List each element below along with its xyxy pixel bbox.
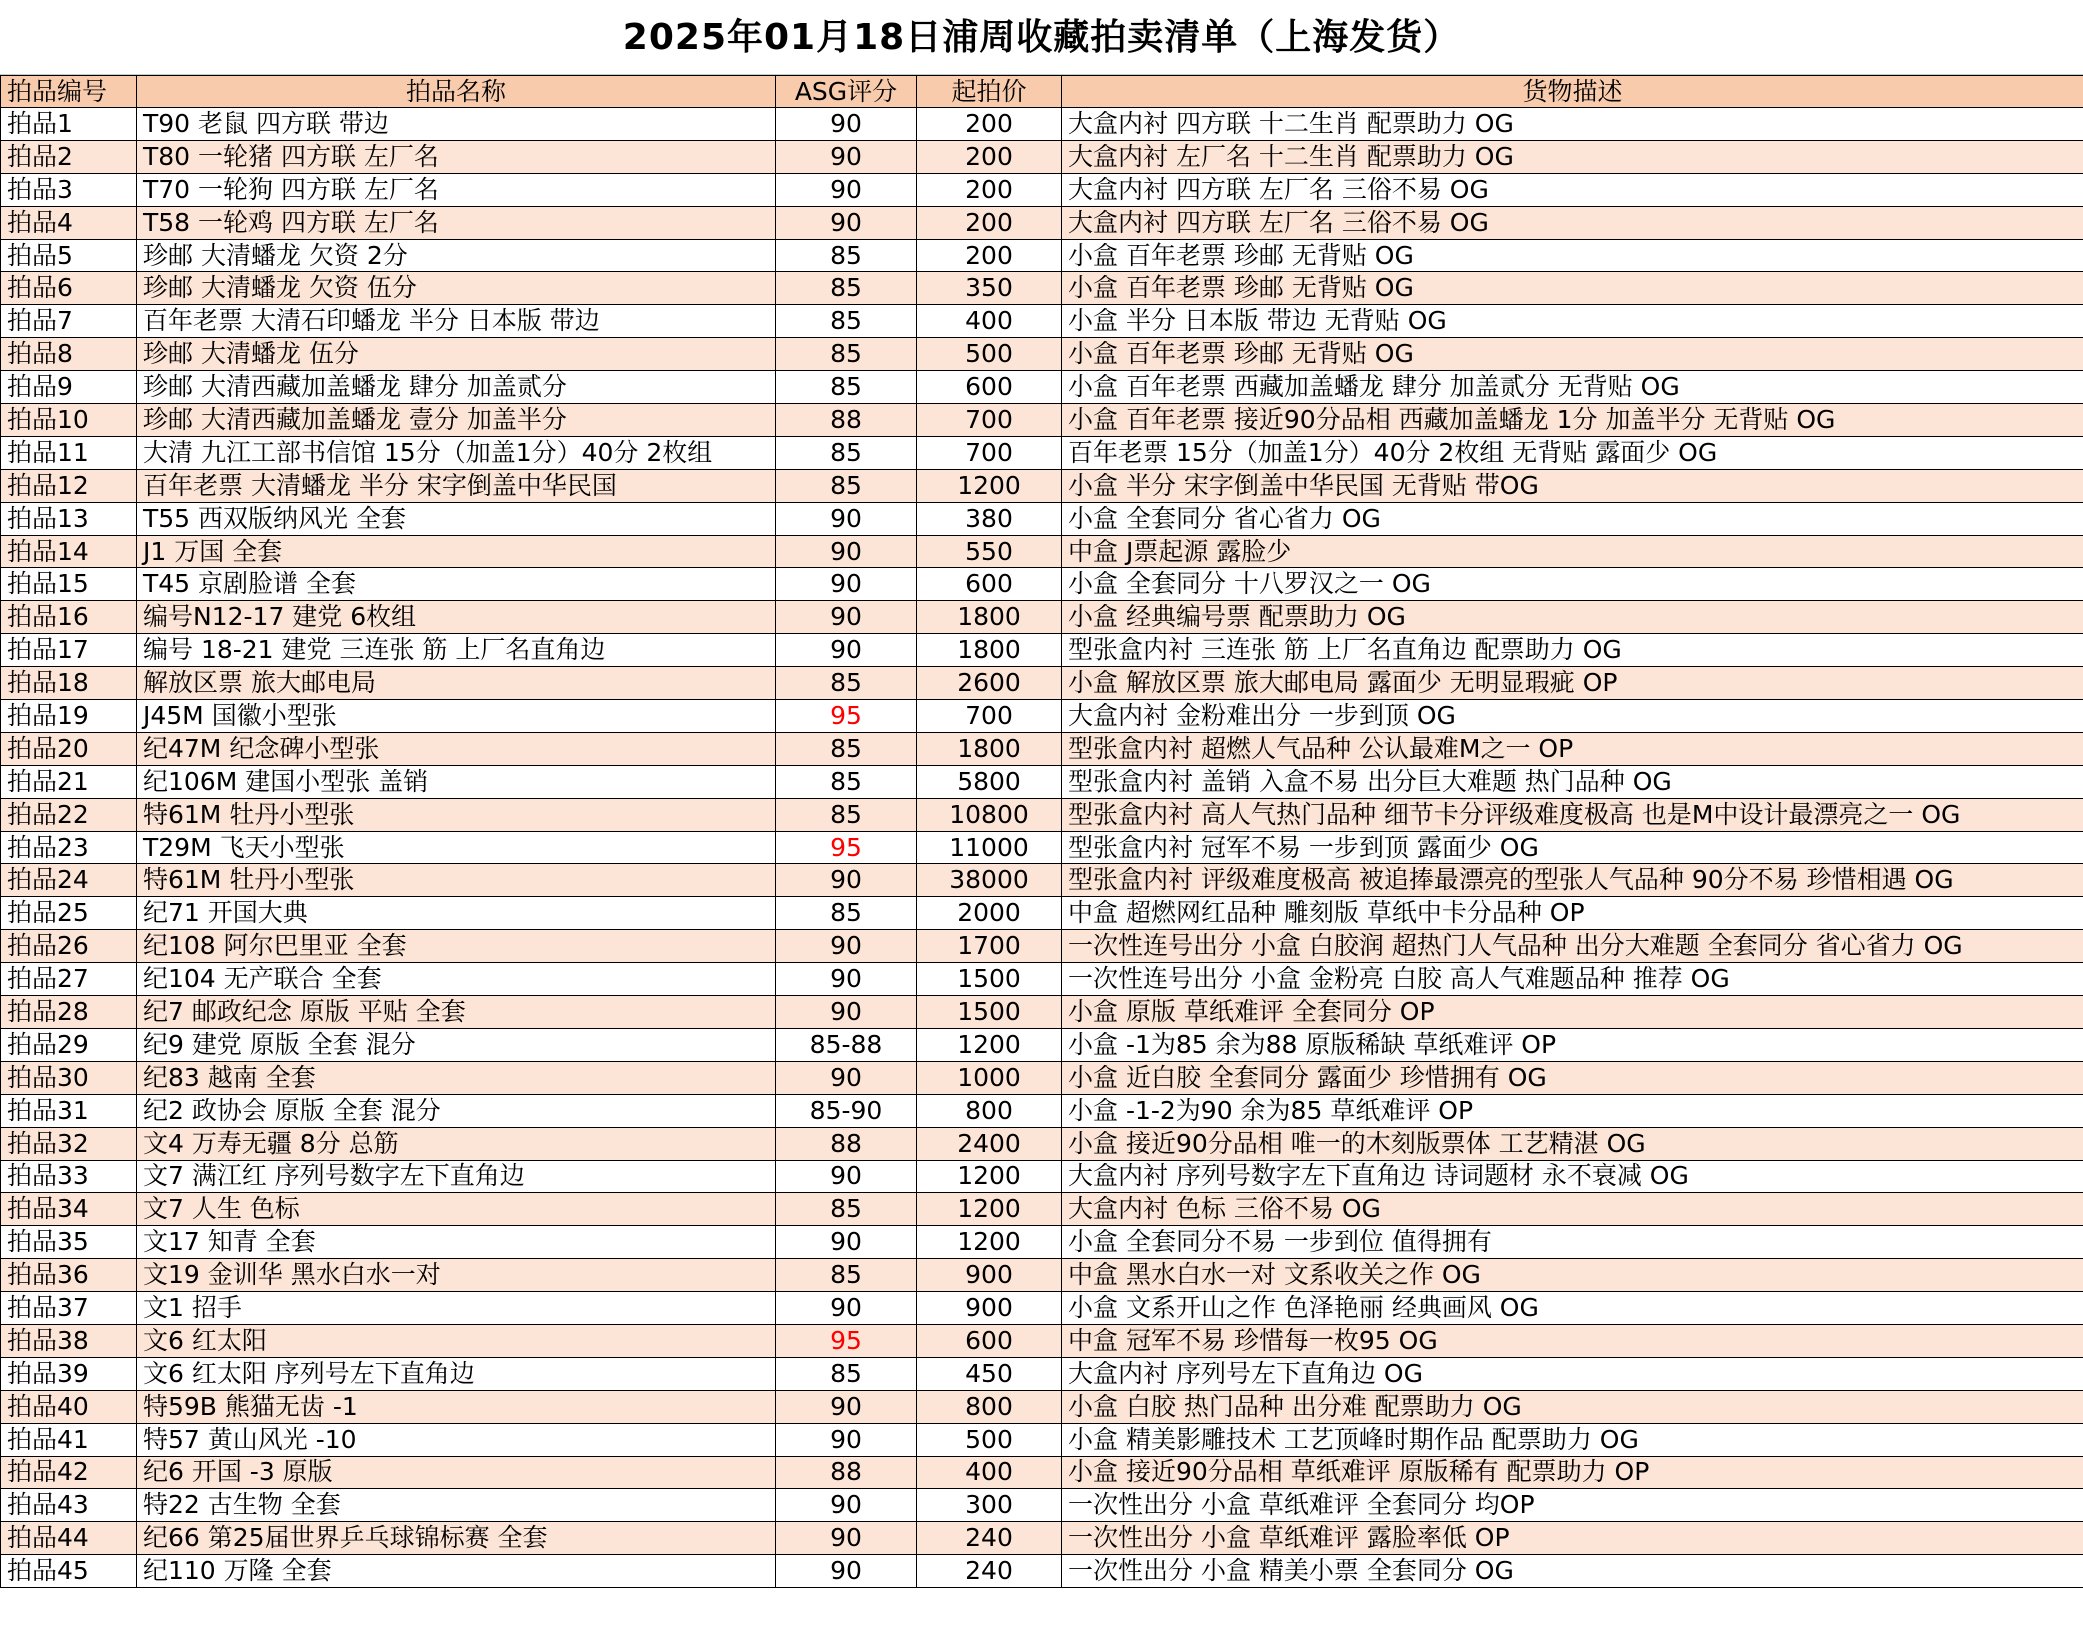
lot-number-cell[interactable]: 拍品41 [1,1423,137,1456]
table-row[interactable] [1,831,2083,864]
description-cell[interactable]: 小盒 -1为85 余为88 原版稀缺 草纸难评 OP [1062,1028,2083,1061]
asg-score-cell[interactable]: 90 [776,1160,917,1193]
start-price-cell[interactable]: 1500 [917,963,1062,996]
description-cell[interactable]: 小盒 百年老票 西藏加盖蟠龙 肆分 加盖贰分 无背贴 OG [1062,371,2083,404]
lot-number-cell[interactable]: 拍品32 [1,1127,137,1160]
header-lot-number[interactable]: 拍品编号 [1,76,137,108]
table-row[interactable] [1,1357,2083,1390]
table-row[interactable] [1,667,2083,700]
start-price-cell[interactable]: 200 [917,206,1062,239]
asg-score-cell[interactable]: 88 [776,1127,917,1160]
table-row[interactable] [1,996,2083,1029]
description-cell[interactable]: 小盒 接近90分品相 唯一的木刻版票体 工艺精湛 OG [1062,1127,2083,1160]
description-cell[interactable]: 一次性连号出分 小盒 金粉亮 白胶 高人气难题品种 推荐 OG [1062,963,2083,996]
lot-name-cell[interactable]: 珍邮 大清蟠龙 欠资 2分 [137,239,776,272]
lot-name-cell[interactable]: 珍邮 大清西藏加盖蟠龙 壹分 加盖半分 [137,404,776,437]
lot-number-cell[interactable]: 拍品37 [1,1292,137,1325]
asg-score-cell[interactable]: 90 [776,930,917,963]
description-cell[interactable]: 小盒 -1-2为90 余为85 草纸难评 OP [1062,1094,2083,1127]
lot-number-cell[interactable]: 拍品29 [1,1028,137,1061]
lot-number-cell[interactable]: 拍品15 [1,568,137,601]
description-cell[interactable]: 中盒 J票起源 露脸少 [1062,535,2083,568]
start-price-cell[interactable]: 38000 [917,864,1062,897]
lot-name-cell[interactable]: 文17 知青 全套 [137,1226,776,1259]
description-cell[interactable]: 大盒内衬 序列号左下直角边 OG [1062,1357,2083,1390]
lot-number-cell[interactable]: 拍品6 [1,272,137,305]
lot-name-cell[interactable]: 珍邮 大清蟠龙 欠资 伍分 [137,272,776,305]
lot-number-cell[interactable]: 拍品40 [1,1390,137,1423]
table-row[interactable] [1,1423,2083,1456]
description-cell[interactable]: 大盒内衬 色标 三俗不易 OG [1062,1193,2083,1226]
lot-name-cell[interactable]: 纪83 越南 全套 [137,1061,776,1094]
asg-score-cell[interactable]: 90 [776,140,917,173]
description-cell[interactable]: 小盒 经典编号票 配票助力 OG [1062,601,2083,634]
lot-name-cell[interactable]: 编号N12-17 建党 6枚组 [137,601,776,634]
start-price-cell[interactable]: 800 [917,1390,1062,1423]
lot-name-cell[interactable]: 纪71 开国大典 [137,897,776,930]
asg-score-cell[interactable]: 85 [776,305,917,338]
table-row[interactable] [1,765,2083,798]
lot-number-cell[interactable]: 拍品5 [1,239,137,272]
table-row[interactable] [1,1226,2083,1259]
lot-number-cell[interactable]: 拍品43 [1,1489,137,1522]
asg-score-cell[interactable]: 90 [776,996,917,1029]
lot-number-cell[interactable]: 拍品4 [1,206,137,239]
table-row[interactable] [1,1324,2083,1357]
table-row[interactable] [1,1094,2083,1127]
lot-number-cell[interactable]: 拍品44 [1,1522,137,1555]
start-price-cell[interactable]: 1200 [917,1226,1062,1259]
asg-score-cell[interactable]: 85 [776,272,917,305]
start-price-cell[interactable]: 2000 [917,897,1062,930]
table-row[interactable] [1,502,2083,535]
start-price-cell[interactable]: 550 [917,535,1062,568]
asg-score-cell[interactable]: 88 [776,1456,917,1489]
description-cell[interactable]: 型张盒内衬 盖销 入盒不易 出分巨大难题 热门品种 OG [1062,765,2083,798]
asg-score-cell[interactable]: 85 [776,436,917,469]
start-price-cell[interactable]: 1000 [917,1061,1062,1094]
asg-score-cell[interactable]: 85 [776,765,917,798]
lot-name-cell[interactable]: 纪7 邮政纪念 原版 平贴 全套 [137,996,776,1029]
table-row[interactable] [1,371,2083,404]
description-cell[interactable]: 型张盒内衬 高人气热门品种 细节卡分评级难度极高 也是M中设计最漂亮之一 OG [1062,798,2083,831]
asg-score-cell[interactable]: 85 [776,798,917,831]
description-cell[interactable]: 小盒 半分 日本版 带边 无背贴 OG [1062,305,2083,338]
lot-name-cell[interactable]: 解放区票 旅大邮电局 [137,667,776,700]
asg-score-cell[interactable]: 90 [776,173,917,206]
lot-number-cell[interactable]: 拍品28 [1,996,137,1029]
start-price-cell[interactable]: 200 [917,173,1062,206]
lot-number-cell[interactable]: 拍品19 [1,700,137,733]
start-price-cell[interactable]: 1800 [917,732,1062,765]
start-price-cell[interactable]: 600 [917,1324,1062,1357]
lot-name-cell[interactable]: 特61M 牡丹小型张 [137,864,776,897]
lot-name-cell[interactable]: 特57 黄山风光 -10 [137,1423,776,1456]
description-cell[interactable]: 小盒 文系开山之作 色泽艳丽 经典画风 OG [1062,1292,2083,1325]
lot-name-cell[interactable]: 文6 红太阳 序列号左下直角边 [137,1357,776,1390]
description-cell[interactable]: 型张盒内衬 三连张 筋 上厂名直角边 配票助力 OG [1062,634,2083,667]
asg-score-cell[interactable]: 90 [776,1390,917,1423]
lot-name-cell[interactable]: 纪9 建党 原版 全套 混分 [137,1028,776,1061]
lot-number-cell[interactable]: 拍品42 [1,1456,137,1489]
lot-name-cell[interactable]: 纪104 无产联合 全套 [137,963,776,996]
description-cell[interactable]: 小盒 近白胶 全套同分 露面少 珍惜拥有 OG [1062,1061,2083,1094]
asg-score-cell[interactable]: 90 [776,502,917,535]
asg-score-cell[interactable]: 85 [776,1259,917,1292]
start-price-cell[interactable]: 900 [917,1292,1062,1325]
lot-name-cell[interactable]: 文7 人生 色标 [137,1193,776,1226]
description-cell[interactable]: 大盒内衬 四方联 十二生肖 配票助力 OG [1062,108,2083,141]
lot-name-cell[interactable]: T29M 飞天小型张 [137,831,776,864]
lot-name-cell[interactable]: 文19 金训华 黑水白水一对 [137,1259,776,1292]
description-cell[interactable]: 百年老票 15分（加盖1分）40分 2枚组 无背贴 露面少 OG [1062,436,2083,469]
description-cell[interactable]: 大盒内衬 金粉难出分 一步到顶 OG [1062,700,2083,733]
lot-number-cell[interactable]: 拍品10 [1,404,137,437]
lot-number-cell[interactable]: 拍品1 [1,108,137,141]
description-cell[interactable]: 一次性出分 小盒 草纸难评 全套同分 均OP [1062,1489,2083,1522]
table-row[interactable] [1,732,2083,765]
description-cell[interactable]: 一次性连号出分 小盒 白胶润 超热门人气品种 出分大难题 全套同分 省心省力 OG [1062,930,2083,963]
asg-score-cell[interactable]: 85 [776,897,917,930]
table-row[interactable] [1,1555,2083,1588]
lot-name-cell[interactable]: 文4 万寿无疆 8分 总筋 [137,1127,776,1160]
asg-score-cell[interactable]: 90 [776,1489,917,1522]
lot-number-cell[interactable]: 拍品39 [1,1357,137,1390]
lot-name-cell[interactable]: 文7 满江红 序列号数字左下直角边 [137,1160,776,1193]
lot-name-cell[interactable]: 特61M 牡丹小型张 [137,798,776,831]
asg-score-cell[interactable]: 85 [776,1193,917,1226]
lot-number-cell[interactable]: 拍品3 [1,173,137,206]
table-row[interactable] [1,1061,2083,1094]
start-price-cell[interactable]: 700 [917,404,1062,437]
lot-number-cell[interactable]: 拍品18 [1,667,137,700]
asg-score-cell[interactable]: 90 [776,1061,917,1094]
lot-name-cell[interactable]: T70 一轮狗 四方联 左厂名 [137,173,776,206]
description-cell[interactable]: 小盒 白胶 热门品种 出分难 配票助力 OG [1062,1390,2083,1423]
start-price-cell[interactable]: 400 [917,1456,1062,1489]
lot-number-cell[interactable]: 拍品16 [1,601,137,634]
description-cell[interactable]: 大盒内衬 左厂名 十二生肖 配票助力 OG [1062,140,2083,173]
lot-name-cell[interactable]: T55 西双版纳风光 全套 [137,502,776,535]
start-price-cell[interactable]: 240 [917,1555,1062,1588]
asg-score-cell[interactable]: 85-90 [776,1094,917,1127]
table-row[interactable] [1,404,2083,437]
description-cell[interactable]: 中盒 黑水白水一对 文系收关之作 OG [1062,1259,2083,1292]
start-price-cell[interactable]: 500 [917,338,1062,371]
description-cell[interactable]: 小盒 接近90分品相 草纸难评 原版稀有 配票助力 OP [1062,1456,2083,1489]
lot-number-cell[interactable]: 拍品35 [1,1226,137,1259]
lot-number-cell[interactable]: 拍品25 [1,897,137,930]
start-price-cell[interactable]: 800 [917,1094,1062,1127]
lot-name-cell[interactable]: 百年老票 大清石印蟠龙 半分 日本版 带边 [137,305,776,338]
start-price-cell[interactable]: 450 [917,1357,1062,1390]
table-header [1,76,2083,108]
description-cell[interactable]: 小盒 解放区票 旅大邮电局 露面少 无明显瑕疵 OP [1062,667,2083,700]
asg-score-cell[interactable]: 90 [776,1226,917,1259]
lot-name-cell[interactable]: 纪6 开国 -3 原版 [137,1456,776,1489]
lot-number-cell[interactable]: 拍品30 [1,1061,137,1094]
start-price-cell[interactable]: 1200 [917,1028,1062,1061]
description-cell[interactable]: 型张盒内衬 超燃人气品种 公认最难M之一 OP [1062,732,2083,765]
lot-number-cell[interactable]: 拍品21 [1,765,137,798]
lot-name-cell[interactable]: 纪2 政协会 原版 全套 混分 [137,1094,776,1127]
lot-number-cell[interactable]: 拍品26 [1,930,137,963]
description-cell[interactable]: 大盒内衬 四方联 左厂名 三俗不易 OG [1062,173,2083,206]
asg-score-cell[interactable]: 85 [776,338,917,371]
lot-name-cell[interactable]: 珍邮 大清蟠龙 伍分 [137,338,776,371]
asg-score-cell[interactable]: 90 [776,108,917,141]
asg-score-cell[interactable]: 90 [776,601,917,634]
lot-number-cell[interactable]: 拍品2 [1,140,137,173]
start-price-cell[interactable]: 1700 [917,930,1062,963]
asg-score-cell[interactable]: 90 [776,1292,917,1325]
table-row[interactable] [1,1127,2083,1160]
start-price-cell[interactable]: 380 [917,502,1062,535]
table-row[interactable] [1,930,2083,963]
table-row[interactable] [1,963,2083,996]
asg-score-cell[interactable]: 90 [776,206,917,239]
table-row[interactable] [1,1522,2083,1555]
start-price-cell[interactable]: 200 [917,108,1062,141]
lot-name-cell[interactable]: 特22 古生物 全套 [137,1489,776,1522]
asg-score-cell[interactable]: 85 [776,1357,917,1390]
start-price-cell[interactable]: 240 [917,1522,1062,1555]
table-row[interactable] [1,535,2083,568]
table-row[interactable] [1,1292,2083,1325]
lot-number-cell[interactable]: 拍品17 [1,634,137,667]
table-row[interactable] [1,1193,2083,1226]
description-cell[interactable]: 型张盒内衬 冠军不易 一步到顶 露面少 OG [1062,831,2083,864]
lot-name-cell[interactable]: 纪66 第25届世界乒乓球锦标赛 全套 [137,1522,776,1555]
asg-score-cell[interactable]: 90 [776,1555,917,1588]
header-lot-name[interactable]: 拍品名称 [137,76,776,108]
table-row[interactable] [1,469,2083,502]
lot-number-cell[interactable]: 拍品33 [1,1160,137,1193]
asg-score-cell[interactable]: 85-88 [776,1028,917,1061]
description-cell[interactable]: 小盒 百年老票 珍邮 无背贴 OG [1062,338,2083,371]
lot-number-cell[interactable]: 拍品36 [1,1259,137,1292]
start-price-cell[interactable]: 5800 [917,765,1062,798]
description-cell[interactable]: 中盒 超燃网红品种 雕刻版 草纸中卡分品种 OP [1062,897,2083,930]
table-row[interactable] [1,338,2083,371]
table-row[interactable] [1,1160,2083,1193]
asg-score-cell[interactable]: 90 [776,1522,917,1555]
lot-number-cell[interactable]: 拍品7 [1,305,137,338]
asg-score-cell[interactable]: 85 [776,469,917,502]
lot-number-cell[interactable]: 拍品8 [1,338,137,371]
table-row[interactable] [1,897,2083,930]
lot-number-cell[interactable]: 拍品34 [1,1193,137,1226]
table-row[interactable] [1,601,2083,634]
table-row[interactable] [1,798,2083,831]
lot-name-cell[interactable]: J45M 国徽小型张 [137,700,776,733]
lot-name-cell[interactable]: 纪106M 建国小型张 盖销 [137,765,776,798]
lot-name-cell[interactable]: 珍邮 大清西藏加盖蟠龙 肆分 加盖贰分 [137,371,776,404]
start-price-cell[interactable]: 350 [917,272,1062,305]
table-row[interactable] [1,239,2083,272]
lot-number-cell[interactable]: 拍品38 [1,1324,137,1357]
header-description[interactable]: 货物描述 [1062,76,2083,108]
description-cell[interactable]: 大盒内衬 四方联 左厂名 三俗不易 OG [1062,206,2083,239]
lot-name-cell[interactable]: 纪47M 纪念碑小型张 [137,732,776,765]
auction-table [0,75,2083,1588]
lot-number-cell[interactable]: 拍品22 [1,798,137,831]
lot-name-cell[interactable]: 文1 招手 [137,1292,776,1325]
start-price-cell[interactable]: 1200 [917,1160,1062,1193]
table-row[interactable] [1,140,2083,173]
asg-score-cell[interactable]: 90 [776,1423,917,1456]
asg-score-cell[interactable]: 85 [776,239,917,272]
start-price-cell[interactable]: 400 [917,305,1062,338]
lot-name-cell[interactable]: T45 京剧脸谱 全套 [137,568,776,601]
asg-score-cell[interactable]: 85 [776,371,917,404]
description-cell[interactable]: 小盒 半分 宋字倒盖中华民国 无背贴 带OG [1062,469,2083,502]
lot-name-cell[interactable]: 大清 九江工部书信馆 15分（加盖1分）40分 2枚组 [137,436,776,469]
description-cell[interactable]: 小盒 精美影雕技术 工艺顶峰时期作品 配票助力 OG [1062,1423,2083,1456]
table-row[interactable] [1,568,2083,601]
lot-name-cell[interactable]: 特59B 熊猫无齿 -1 [137,1390,776,1423]
start-price-cell[interactable]: 2600 [917,667,1062,700]
sheet-title: 2025年01月18日浦周收藏拍卖清单（上海发货） [0,0,2083,75]
asg-score-cell[interactable]: 85 [776,732,917,765]
start-price-cell[interactable]: 300 [917,1489,1062,1522]
lot-number-cell[interactable]: 拍品14 [1,535,137,568]
description-cell[interactable]: 一次性出分 小盒 精美小票 全套同分 OG [1062,1555,2083,1588]
lot-name-cell[interactable]: 编号 18-21 建党 三连张 筋 上厂名直角边 [137,634,776,667]
lot-number-cell[interactable]: 拍品12 [1,469,137,502]
start-price-cell[interactable]: 1200 [917,469,1062,502]
asg-score-cell[interactable]: 95 [776,1324,917,1357]
start-price-cell[interactable]: 11000 [917,831,1062,864]
start-price-cell[interactable]: 10800 [917,798,1062,831]
start-price-cell[interactable]: 700 [917,436,1062,469]
lot-name-cell[interactable]: 纪108 阿尔巴里亚 全套 [137,930,776,963]
lot-number-cell[interactable]: 拍品23 [1,831,137,864]
lot-name-cell[interactable]: 纪110 万隆 全套 [137,1555,776,1588]
description-cell[interactable]: 小盒 百年老票 珍邮 无背贴 OG [1062,239,2083,272]
lot-name-cell[interactable]: 百年老票 大清蟠龙 半分 宋字倒盖中华民国 [137,469,776,502]
lot-number-cell[interactable]: 拍品27 [1,963,137,996]
start-price-cell[interactable]: 2400 [917,1127,1062,1160]
description-cell[interactable]: 小盒 全套同分 十八罗汉之一 OG [1062,568,2083,601]
table-row[interactable] [1,864,2083,897]
lot-name-cell[interactable]: T58 一轮鸡 四方联 左厂名 [137,206,776,239]
table-row[interactable] [1,700,2083,733]
description-cell[interactable]: 小盒 百年老票 珍邮 无背贴 OG [1062,272,2083,305]
start-price-cell[interactable]: 200 [917,140,1062,173]
header-start-price[interactable]: 起拍价 [917,76,1062,108]
table-row[interactable] [1,634,2083,667]
lot-name-cell[interactable]: T90 老鼠 四方联 带边 [137,108,776,141]
lot-number-cell[interactable]: 拍品13 [1,502,137,535]
header-asg-score[interactable]: ASG评分 [776,76,917,108]
table-row[interactable] [1,1390,2083,1423]
start-price-cell[interactable]: 200 [917,239,1062,272]
start-price-cell[interactable]: 600 [917,568,1062,601]
asg-score-cell[interactable]: 95 [776,700,917,733]
lot-number-cell[interactable]: 拍品11 [1,436,137,469]
lot-number-cell[interactable]: 拍品31 [1,1094,137,1127]
start-price-cell[interactable]: 1500 [917,996,1062,1029]
table-row[interactable] [1,436,2083,469]
description-cell[interactable]: 小盒 全套同分不易 一步到位 值得拥有 [1062,1226,2083,1259]
start-price-cell[interactable]: 1800 [917,601,1062,634]
table-row[interactable] [1,108,2083,141]
start-price-cell[interactable]: 900 [917,1259,1062,1292]
description-cell[interactable]: 大盒内衬 序列号数字左下直角边 诗词题材 永不衰减 OG [1062,1160,2083,1193]
table-row[interactable] [1,1259,2083,1292]
description-cell[interactable]: 小盒 百年老票 接近90分品相 西藏加盖蟠龙 1分 加盖半分 无背贴 OG [1062,404,2083,437]
lot-name-cell[interactable]: 文6 红太阳 [137,1324,776,1357]
table-row[interactable] [1,1489,2083,1522]
table-row[interactable] [1,305,2083,338]
table-row[interactable] [1,1456,2083,1489]
asg-score-cell[interactable]: 90 [776,535,917,568]
description-cell[interactable]: 小盒 原版 草纸难评 全套同分 OP [1062,996,2083,1029]
description-cell[interactable]: 小盒 全套同分 省心省力 OG [1062,502,2083,535]
asg-score-cell[interactable]: 90 [776,963,917,996]
lot-name-cell[interactable]: T80 一轮猪 四方联 左厂名 [137,140,776,173]
lot-name-cell[interactable]: J1 万国 全套 [137,535,776,568]
asg-score-cell[interactable]: 85 [776,667,917,700]
lot-number-cell[interactable]: 拍品9 [1,371,137,404]
description-cell[interactable]: 一次性出分 小盒 草纸难评 露脸率低 OP [1062,1522,2083,1555]
description-cell[interactable]: 中盒 冠军不易 珍惜每一枚95 OG [1062,1324,2083,1357]
table-row[interactable] [1,206,2083,239]
table-row[interactable] [1,272,2083,305]
start-price-cell[interactable]: 1800 [917,634,1062,667]
asg-score-cell[interactable]: 90 [776,634,917,667]
lot-number-cell[interactable]: 拍品24 [1,864,137,897]
asg-score-cell[interactable]: 90 [776,864,917,897]
table-row[interactable] [1,1028,2083,1061]
table-body [1,108,2083,1588]
lot-number-cell[interactable]: 拍品45 [1,1555,137,1588]
asg-score-cell[interactable]: 88 [776,404,917,437]
header-row [1,76,2083,108]
table-row[interactable] [1,173,2083,206]
lot-number-cell[interactable]: 拍品20 [1,732,137,765]
start-price-cell[interactable]: 700 [917,700,1062,733]
start-price-cell[interactable]: 500 [917,1423,1062,1456]
asg-score-cell[interactable]: 95 [776,831,917,864]
asg-score-cell[interactable]: 90 [776,568,917,601]
description-cell[interactable]: 型张盒内衬 评级难度极高 被追捧最漂亮的型张人气品种 90分不易 珍惜相遇 OG [1062,864,2083,897]
start-price-cell[interactable]: 1200 [917,1193,1062,1226]
start-price-cell[interactable]: 600 [917,371,1062,404]
